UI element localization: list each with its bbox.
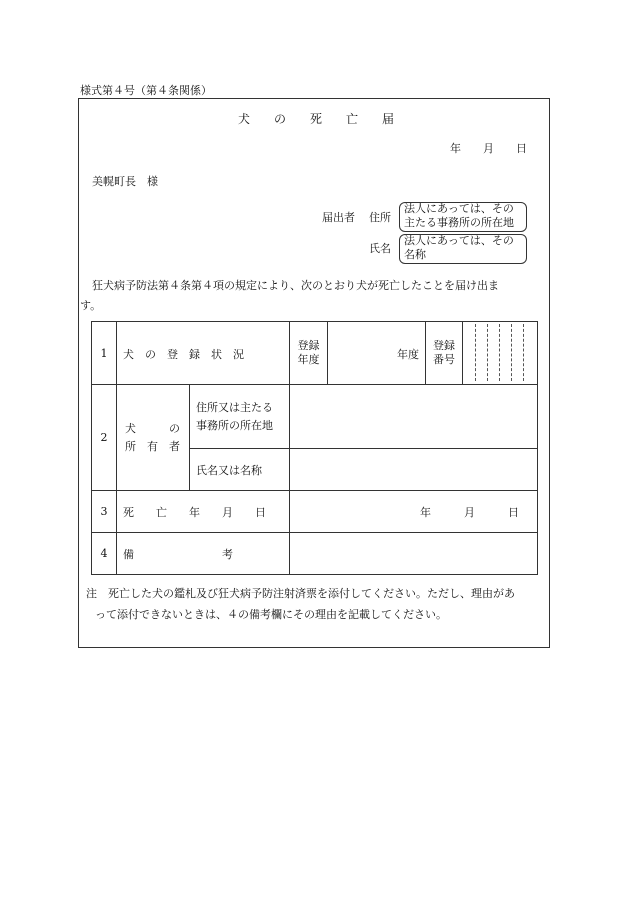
owner-name-field[interactable] bbox=[290, 449, 538, 491]
row-number: 2 bbox=[92, 385, 117, 491]
digit-separator bbox=[475, 324, 476, 381]
table-row bbox=[92, 385, 538, 449]
death-date-label: 死 亡 年 月 日 bbox=[117, 491, 290, 533]
row-number: 4 bbox=[92, 533, 117, 575]
table-row bbox=[92, 322, 538, 385]
digit-separator bbox=[523, 324, 524, 381]
body-text-line2: す。 bbox=[80, 299, 102, 312]
notifier-label: 届出者 bbox=[322, 211, 355, 224]
owner-address-field[interactable] bbox=[290, 385, 538, 449]
owner-label: 犬 の 所 有 者 bbox=[117, 385, 190, 491]
name-label: 氏名 bbox=[369, 242, 391, 255]
row-number: 3 bbox=[92, 491, 117, 533]
address-note-line2: 主たる事務所の所在地 bbox=[404, 216, 514, 229]
remarks-label: 備 考 bbox=[117, 533, 290, 575]
address-note bbox=[404, 202, 514, 230]
digit-separator bbox=[487, 324, 488, 381]
name-note-line1: 法人にあっては、その bbox=[404, 234, 514, 247]
registration-number-label: 登録 番号 bbox=[426, 322, 463, 385]
row-number: 1 bbox=[92, 322, 117, 385]
registration-year-label: 登録 年度 bbox=[290, 322, 328, 385]
note-line1: 注 死亡した犬の鑑札及び狂犬病予防注射済票を添付してください。ただし、理由があ bbox=[86, 587, 515, 600]
name-note-line2: 名称 bbox=[404, 248, 426, 261]
owner-address-label: 住所又は主たる 事務所の所在地 bbox=[190, 385, 290, 449]
address-label: 住所 bbox=[369, 211, 391, 224]
death-date-value: 年 月 日 bbox=[420, 506, 519, 519]
submission-date: 年 月 日 bbox=[450, 142, 527, 155]
remarks-field[interactable] bbox=[290, 533, 538, 575]
registration-number-field[interactable] bbox=[463, 322, 538, 385]
name-note bbox=[404, 234, 514, 262]
death-date-field[interactable] bbox=[290, 491, 538, 533]
registration-year-field[interactable] bbox=[328, 322, 426, 385]
table-row bbox=[92, 533, 538, 575]
form-title: 犬 の 死 亡 届 bbox=[238, 112, 395, 126]
body-text-line1: 狂犬病予防法第４条第４項の規定により、次のとおり犬が死亡したことを届け出ま bbox=[92, 279, 499, 292]
owner-name-label: 氏名又は名称 bbox=[190, 449, 290, 491]
address-note-line1: 法人にあっては、その bbox=[404, 202, 514, 215]
digit-separator bbox=[511, 324, 512, 381]
note-line2: って添付できないときは、４の備考欄にその理由を記載してください。 bbox=[95, 608, 447, 621]
dog-death-table bbox=[91, 321, 538, 575]
addressee: 美幌町長 様 bbox=[92, 175, 158, 188]
year-suffix: 年度 bbox=[397, 348, 419, 361]
digit-separator bbox=[499, 324, 500, 381]
registration-status-label: 犬 の 登 録 状 況 bbox=[117, 322, 290, 385]
form-number-label: 様式第４号（第４条関係） bbox=[80, 84, 212, 97]
table-row bbox=[92, 491, 538, 533]
